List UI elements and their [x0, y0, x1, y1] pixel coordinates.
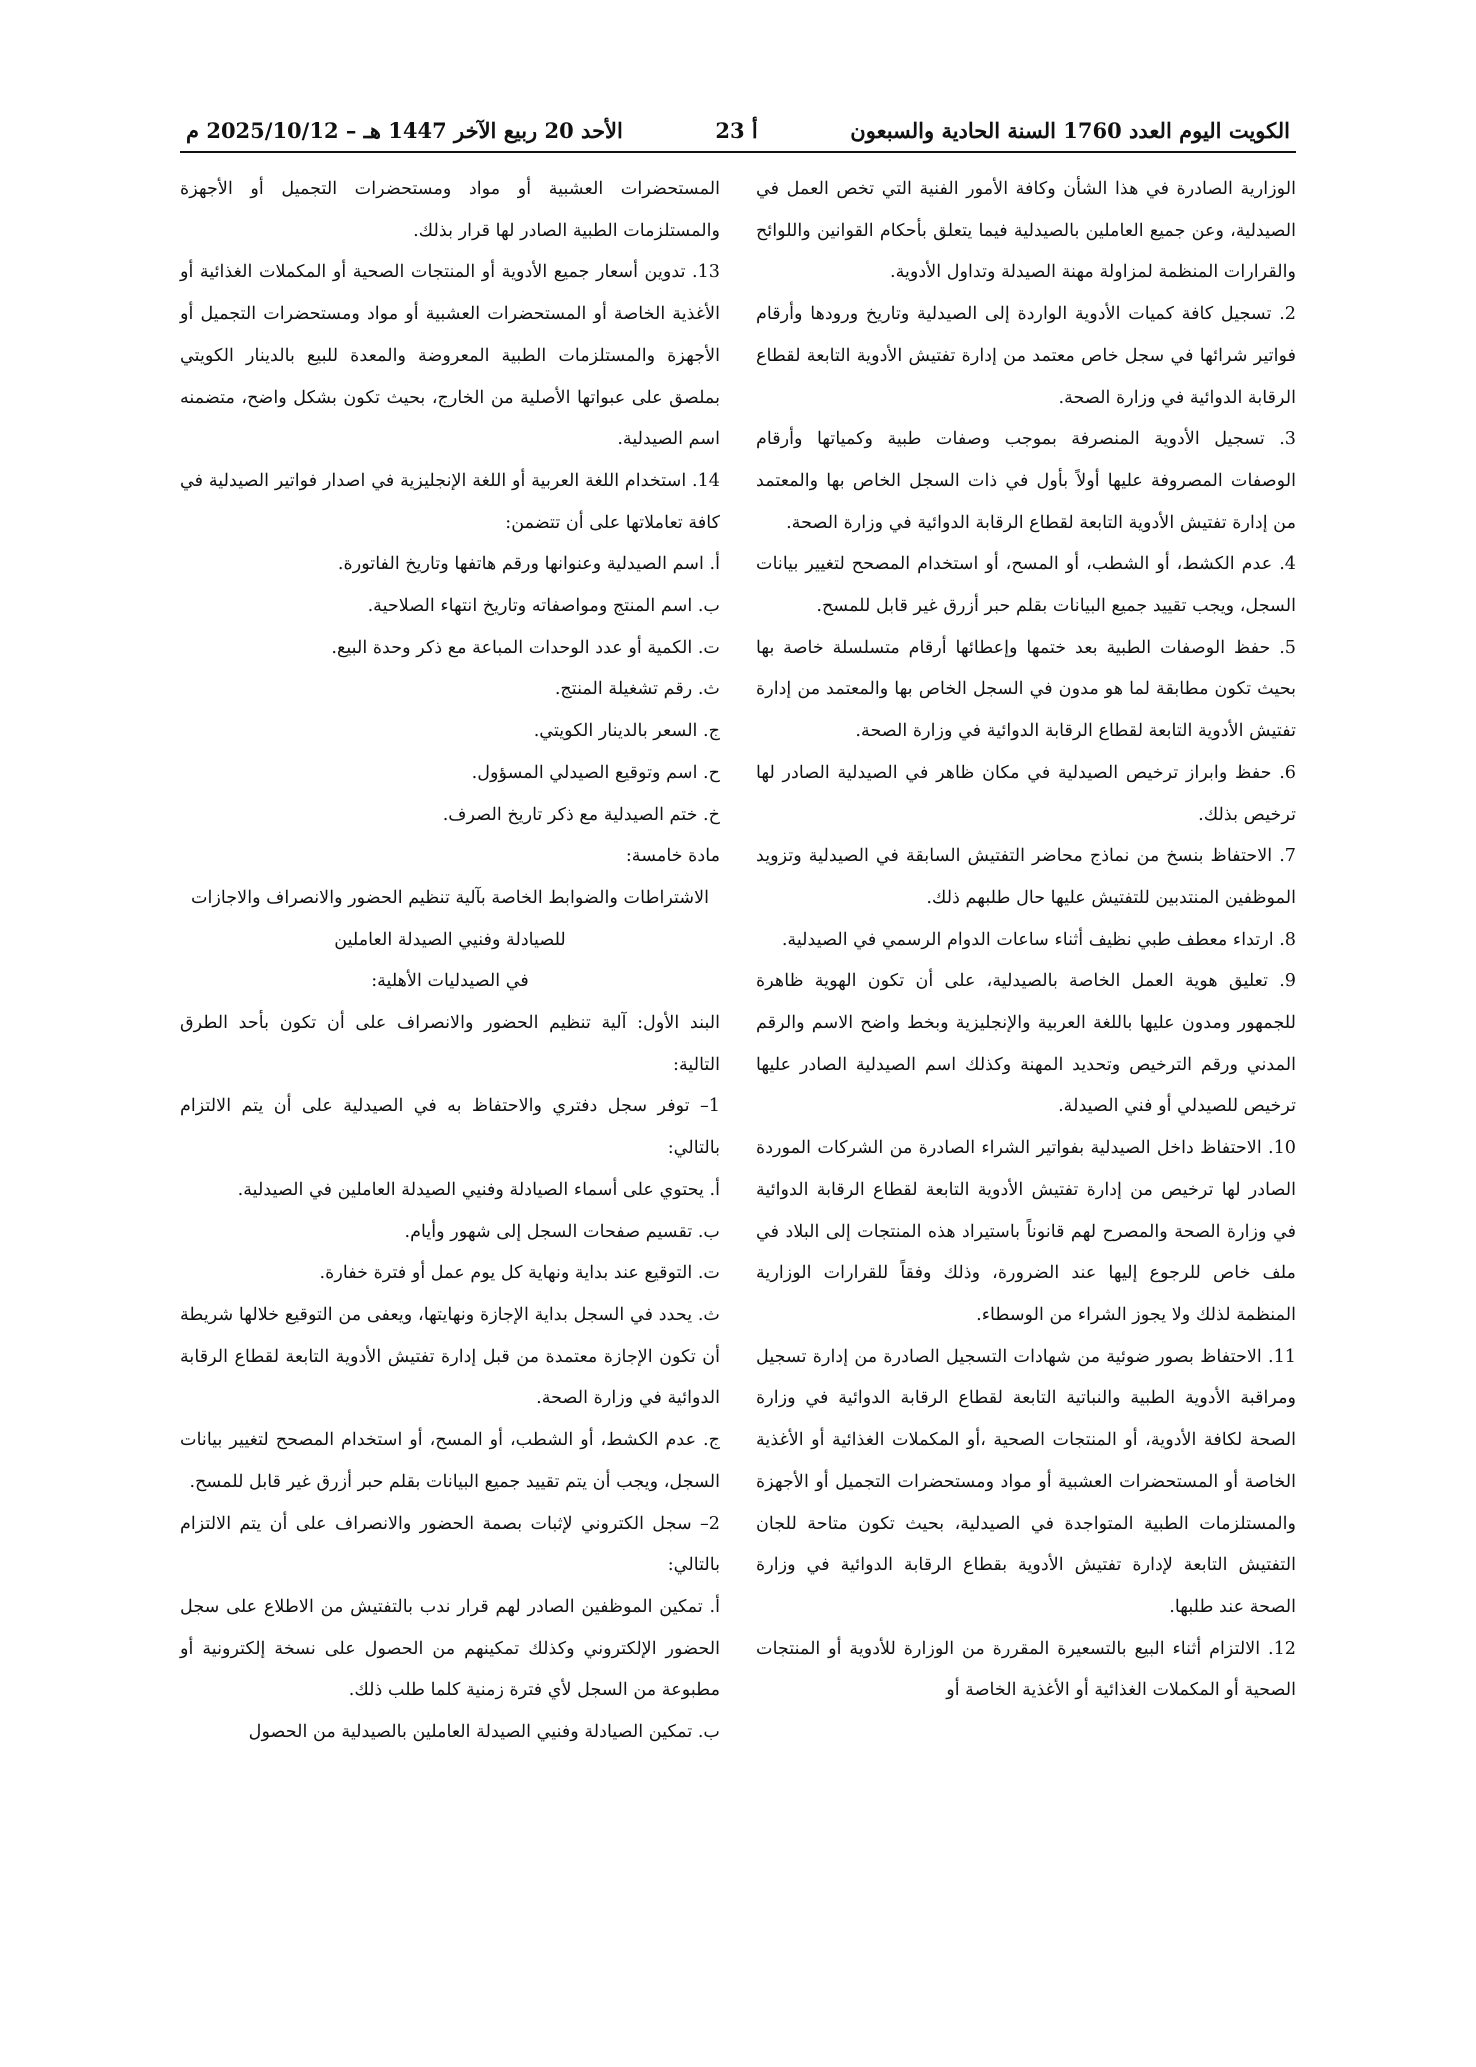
paragraph: البند الأول: آلية تنظيم الحضور والانصراف على أن تكون بأحد الطرق التالية: — [180, 1013, 720, 1075]
list-item: أ. اسم الصيدلية وعنوانها ورقم هاتفها وتاريخ الفاتورة. — [337, 554, 720, 575]
paragraph: 11. الاحتفاظ بصور ضوئية من شهادات التسجيل الصادرة من إدارة تسجيل ومراقبة الأدوية الطبية والنباتية التابعة لقطاع الرقابة الدوائية في وزارة الصحة لكافة الأدوية، أو المنتجات الصحية ،أو المكملات الغذائية أو الأغذية الخاصة أو المستحضرات العشبية أو مواد ومستحضرات التجميل أو الأجهزة والمستلزمات الطبية المتواجدة في الصيدلية، بحيث تكون متاحة للجان التفتيش التابعة لإدارة تفتيش الأدوية بقطاع الرقابة الدوائية في وزارة الصحة عند طلبها. — [756, 1346, 1296, 1617]
article-heading: مادة خامسة: — [625, 846, 720, 867]
list-item: خ. ختم الصيدلية مع ذكر تاريخ الصرف. — [442, 804, 720, 825]
paragraph: الوزارية الصادرة في هذا الشأن وكافة الأمور الفنية التي تخص العمل في الصيدلية، وعن جميع العاملين بالصيدلية فيما يتعلق بأحكام القوانين واللوائح والقرارات المنظمة لمزاولة مهنة الصيدلة وتداول الأدوية. — [756, 179, 1296, 283]
list-item: أ. يحتوي على أسماء الصيادلة وفنيي الصيدلة العاملين في الصيدلية. — [237, 1179, 720, 1200]
paragraph: 4. عدم الكشط، أو الشطب، أو المسح، أو استخدام المصحح لتغيير بيانات السجل، ويجب تقييد جميع البيانات بقلم حبر أزرق غير قابل للمسح. — [756, 554, 1296, 617]
paragraph: 14. استخدام اللغة العربية أو اللغة الإنجليزية في اصدار فواتير الصيدلية في كافة تعاملاتها على أن تتضمن: — [180, 470, 720, 533]
paragraph: 1– توفر سجل دفتري والاحتفاظ به في الصيدلية على أن يتم الالتزام بالتالي: — [180, 1096, 720, 1159]
list-item: ح. اسم وتوقيع الصيدلي المسؤول. — [471, 762, 720, 783]
header-page-number: أ 23 — [715, 118, 758, 143]
paragraph: 5. حفظ الوصفات الطبية بعد ختمها وإعطائها أرقام متسلسلة خاصة بها بحيث تكون مطابقة لما هو مدون في السجل الخاص بها والمعتمد من إدارة تفتيش الأدوية التابعة لقطاع الرقابة الدوائية في وزارة الصحة. — [756, 637, 1296, 742]
list-item: ت. الكمية أو عدد الوحدات المباعة مع ذكر وحدة البيع. — [331, 637, 720, 658]
list-item: أ. تمكين الموظفين الصادر لهم قرار ندب بالتفتيش من الاطلاع على سجل الحضور الإلكتروني وكذلك تمكينهم من الحصول على نسخة إلكترونية أو مطبوعة من السجل لأي فترة زمنية كلما طلب ذلك. — [180, 1596, 720, 1701]
section-title: الاشتراطات والضوابط الخاصة بآلية تنظيم الحضور والانصراف والاجازات للصيادلة وفنيي الصيدلة العاملين — [190, 887, 710, 950]
header-issue: الكويت اليوم العدد 1760 السنة الحادية والسبعون — [850, 118, 1290, 143]
list-item: ث. يحدد في السجل بداية الإجازة ونهايتها، ويعفى من التوقيع خلالها شريطة أن تكون الإجازة معتمدة من قبل إدارة تفتيش الأدوية التابعة لقطاع الرقابة الدوائية في وزارة الصحة. — [180, 1304, 720, 1409]
paragraph: 12. الالتزام أثناء البيع بالتسعيرة المقررة من الوزارة للأدوية أو المنتجات الصحية أو المكملات الغذائية أو الأغذية الخاصة أو — [756, 1638, 1296, 1701]
left-column — [180, 169, 720, 1754]
paragraph: 13. تدوين أسعار جميع الأدوية أو المنتجات الصحية أو المكملات الغذائية أو الأغذية الخاصة أو المستحضرات العشبية أو مواد ومستحضرات التجميل أو الأجهزة والمستلزمات الطبية المعروضة والمعدة للبيع بالدينار الكويتي بملصق على عبواتها الأصلية من الخارج، بحيث تكون بشكل واضح، متضمنه اسم الصيدلية. — [180, 262, 720, 450]
paragraph: 2. تسجيل كافة كميات الأدوية الواردة إلى الصيدلية وتاريخ ورودها وأرقام فواتير شرائها في سجل خاص معتمد من إدارة تفتيش الأدوية التابعة لقطاع الرقابة الدوائية في وزارة الصحة. — [756, 304, 1296, 408]
list-item: ب. تمكين الصيادلة وفنيي الصيدلة العاملين بالصيدلية من الحصول — [248, 1722, 720, 1743]
paragraph: 3. تسجيل الأدوية المنصرفة بموجب وصفات طبية وكمياتها وأرقام الوصفات المصروفة عليها أولاً بأول في ذات السجل الخاص بها والمعتمد من إدارة تفتيش الأدوية التابعة لقطاع الرقابة الدوائية في وزارة الصحة. — [756, 429, 1296, 533]
page-header — [180, 118, 1296, 153]
text-columns — [180, 169, 1296, 1754]
list-item: ب. اسم المنتج ومواصفاته وتاريخ انتهاء الصلاحية. — [367, 596, 720, 617]
paragraph: 7. الاحتفاظ بنسخ من نماذج محاضر التفتيش السابقة في الصيدلية وتزويد الموظفين المنتدبين للتفتيش عليها حال طلبهم ذلك. — [756, 846, 1296, 908]
list-item: ج. السعر بالدينار الكويتي. — [533, 721, 720, 742]
list-item: ث. رقم تشغيلة المنتج. — [554, 679, 720, 700]
list-item: ب. تقسيم صفحات السجل إلى شهور وأيام. — [404, 1221, 720, 1242]
paragraph: 6. حفظ وابراز ترخيص الصيدلية في مكان ظاهر في الصيدلية الصادر لها ترخيص بذلك. — [756, 762, 1296, 825]
paragraph: المستحضرات العشبية أو مواد ومستحضرات التجميل أو الأجهزة والمستلزمات الطبية الصادر لها قرار بذلك. — [180, 179, 720, 241]
paragraph: 2– سجل الكتروني لإثبات بصمة الحضور والانصراف على أن يتم الالتزام بالتالي: — [180, 1513, 720, 1576]
right-column — [756, 169, 1296, 1754]
paragraph: 9. تعليق هوية العمل الخاصة بالصيدلية، على أن تكون الهوية ظاهرة للجمهور ومدون عليها باللغة العربية والإنجليزية وبخط واضح الاسم والرقم المدني ورقم الترخيص وتحديد المهنة وكذلك اسم الصيدلية الصادر عليها ترخيص للصيدلي أو فني الصيدلة. — [756, 971, 1296, 1117]
paragraph: 8. ارتداء معطف طبي نظيف أثناء ساعات الدوام الرسمي في الصيدلية. — [781, 929, 1296, 950]
list-item: ت. التوقيع عند بداية ونهاية كل يوم عمل أو فترة خفارة. — [319, 1263, 720, 1284]
section-title: في الصيدليات الأهلية: — [371, 971, 529, 992]
header-date: الأحد 20 ربيع الآخر 1447 هـ – 2025/10/12 م — [186, 118, 623, 143]
list-item: ج. عدم الكشط، أو الشطب، أو المسح، أو استخدام المصحح لتغيير بيانات السجل، ويجب أن يتم تقييد جميع البيانات بقلم حبر أزرق غير قابل للمسح. — [180, 1430, 720, 1492]
paragraph: 10. الاحتفاظ داخل الصيدلية بفواتير الشراء الصادرة من الشركات الموردة الصادر لها ترخيص من إدارة تفتيش الأدوية التابعة لقطاع الرقابة الدوائية في وزارة الصحة والمصرح لهم قانوناً باستيراد هذه المنتجات إلى البلاد في ملف خاص للرجوع إليها عند الضرورة، وذلك وفقاً للقرارات الوزارية المنظمة لذلك ولا يجوز الشراء من الوسطاء. — [756, 1138, 1296, 1325]
